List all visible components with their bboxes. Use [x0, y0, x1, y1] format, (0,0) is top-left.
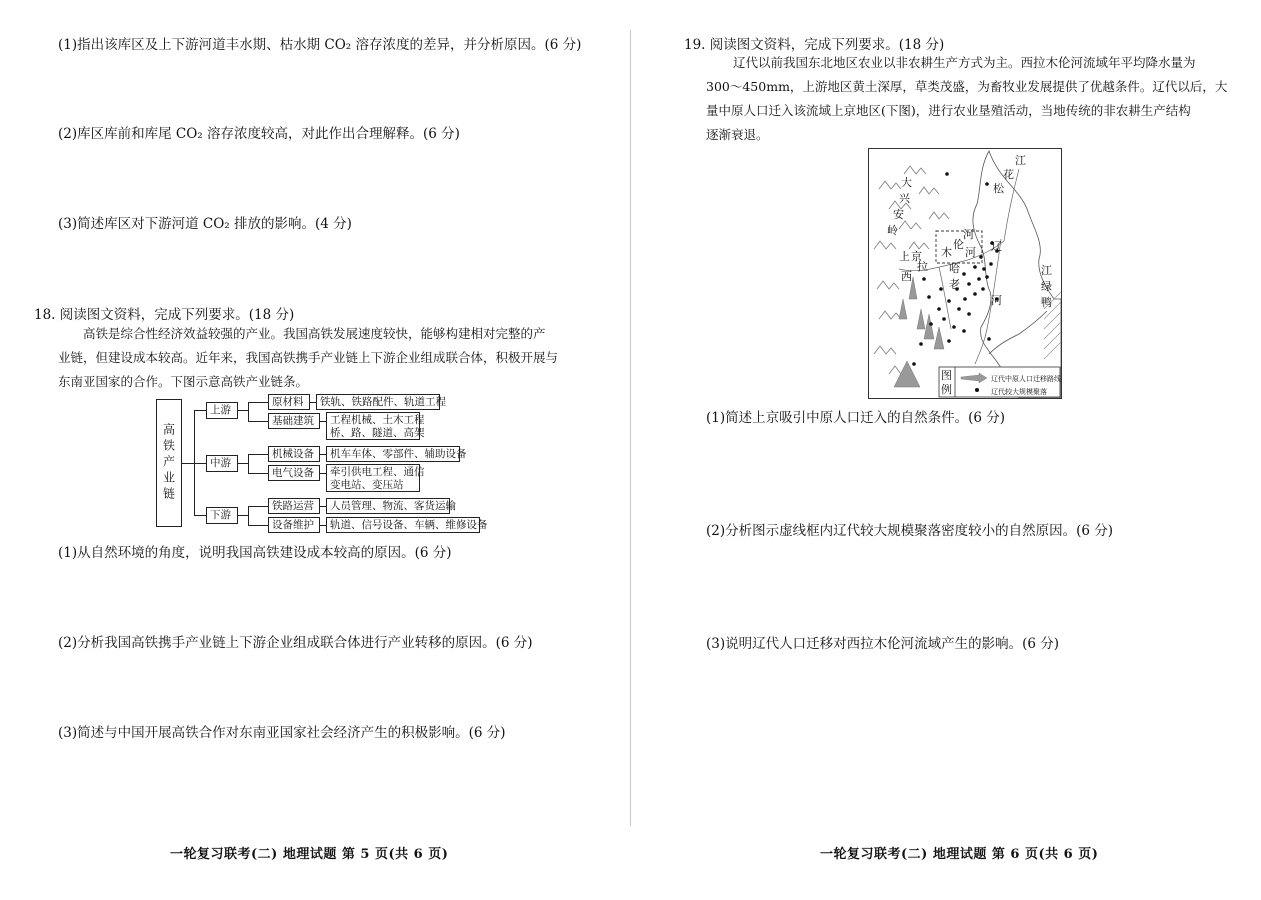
- question-18-3: (3)简述与中国开展高铁合作对东南亚国家社会经济产生的积极影响。(6 分): [58, 725, 506, 741]
- map-graphic: [869, 149, 1061, 398]
- chain-upstream: 上游: [206, 402, 238, 419]
- legend-title: 图: [941, 369, 952, 382]
- question-17-1: (1)指出该库区及上下游河道丰水期、枯水期 CO₂ 溶存浓度的差异，并分析原因。(6 分): [58, 37, 582, 53]
- map-label: 木: [941, 246, 952, 259]
- map-label: 西: [901, 270, 912, 283]
- map-label: 大: [901, 176, 912, 189]
- chain-infrastructure: 基础建筑: [268, 413, 320, 429]
- question-18-para-line-1: 高铁是综合性经济效益较强的产业。我国高铁发展速度较快，能够构建相对完整的产: [83, 326, 546, 341]
- liao-dynasty-map: [868, 148, 1062, 399]
- legend-migration-route: 辽代中原人口迁移路线: [991, 375, 1061, 383]
- chain-maintenance: 设备维护: [268, 517, 320, 533]
- chain-mech-detail: 机车车体、零部件、辅助设备: [326, 446, 460, 462]
- chain-raw-materials: 原材料: [268, 394, 310, 410]
- chain-rail-detail: 人员管理、物流、客货运输: [326, 498, 450, 514]
- map-label: 江: [1015, 154, 1026, 167]
- question-19-para-line-1: 辽代以前我国东北地区农业以非农耕生产方式为主。西拉木伦河流域年平均降水量为: [733, 55, 1196, 70]
- question-19-title: 19. 阅读图文资料，完成下列要求。(18 分): [684, 37, 945, 53]
- question-18-title: 18. 阅读图文资料，完成下列要求。(18 分): [34, 307, 295, 323]
- chain-mechanical: 机械设备: [268, 446, 320, 462]
- map-label: 上: [899, 250, 910, 263]
- footer-page-5: 一轮复习联考(二) 地理试题 第 5 页(共 6 页): [170, 847, 449, 862]
- map-label: 京: [911, 250, 922, 263]
- footer-page-6: 一轮复习联考(二) 地理试题 第 6 页(共 6 页): [820, 847, 1099, 862]
- question-17-3: (3)简述库区对下游河道 CO₂ 排放的影响。(4 分): [58, 216, 352, 232]
- map-label: 伦: [953, 238, 964, 251]
- question-17-2: (2)库区库前和库尾 CO₂ 溶存浓度较高，对此作出合理解释。(6 分): [58, 126, 460, 142]
- chain-electrical: 电气设备: [268, 465, 320, 481]
- question-19-para-line-3: 量中原人口迁入该流域上京地区(下图)，进行农业垦殖活动，当地传统的非农耕生产结构: [706, 103, 1191, 118]
- map-label: 绿: [1041, 280, 1052, 293]
- question-19-1: (1)简述上京吸引中原人口迁入的自然条件。(6 分): [706, 410, 1006, 426]
- map-label: 松: [993, 182, 1004, 195]
- chain-infra-detail: 工程机械、土木工程 桥、路、隧道、高架: [326, 412, 420, 440]
- question-18-para-line-2: 业链，但建设成本较高。近年来，我国高铁携手产业链上下游企业组成联合体，积极开展与: [58, 350, 559, 365]
- map-label: 花: [1003, 168, 1014, 181]
- question-18-2: (2)分析我国高铁携手产业链上下游企业组成联合体进行产业转移的原因。(6 分): [58, 635, 533, 651]
- legend-settlement: 辽代较大规模聚落: [991, 388, 1047, 396]
- legend-title: 例: [941, 383, 952, 396]
- map-label: 江: [1041, 264, 1052, 277]
- map-label: 河: [991, 294, 1002, 307]
- map-label: 兴: [899, 192, 910, 205]
- question-19-3: (3)说明辽代人口迁移对西拉木伦河流域产生的影响。(6 分): [706, 636, 1060, 652]
- map-label: 老: [949, 278, 960, 291]
- map-label: 鸭: [1041, 296, 1052, 309]
- map-label: 安: [893, 208, 904, 221]
- map-label: 河: [963, 228, 974, 241]
- question-19-2: (2)分析图示虚线框内辽代较大规模聚落密度较小的自然原因。(6 分): [706, 523, 1114, 539]
- question-19-para-line-4: 逐渐衰退。: [706, 127, 769, 142]
- chain-downstream: 下游: [206, 507, 238, 524]
- chain-rail-operation: 铁路运营: [268, 498, 320, 514]
- chain-elec-detail: 牵引供电工程、通信 变电站、变压站: [326, 464, 420, 492]
- map-label: 岭: [887, 224, 898, 237]
- map-label: 河: [965, 246, 976, 259]
- map-label: 辽: [991, 240, 1002, 253]
- map-label: 拉: [917, 260, 928, 273]
- question-19-para-line-2: 300～450mm，上游地区黄土深厚，草类茂盛，为畜牧业发展提供了优越条件。辽代以后，大: [706, 79, 1228, 94]
- page-divider: [630, 30, 631, 826]
- chain-main-box: 高铁产业链: [156, 399, 182, 527]
- question-18-para-line-3: 东南亚国家的合作。下图示意高铁产业链条。: [58, 374, 309, 389]
- map-label: 哈: [949, 262, 960, 275]
- chain-raw-detail: 铁轨、铁路配件、轨道工程: [316, 394, 440, 410]
- rail-industry-chain-diagram: [150, 393, 490, 535]
- chain-maint-detail: 轨道、信号设备、车辆、维修设备: [326, 517, 480, 533]
- question-18-1: (1)从自然环境的角度，说明我国高铁建设成本较高的原因。(6 分): [58, 545, 452, 561]
- chain-midstream: 中游: [206, 455, 238, 472]
